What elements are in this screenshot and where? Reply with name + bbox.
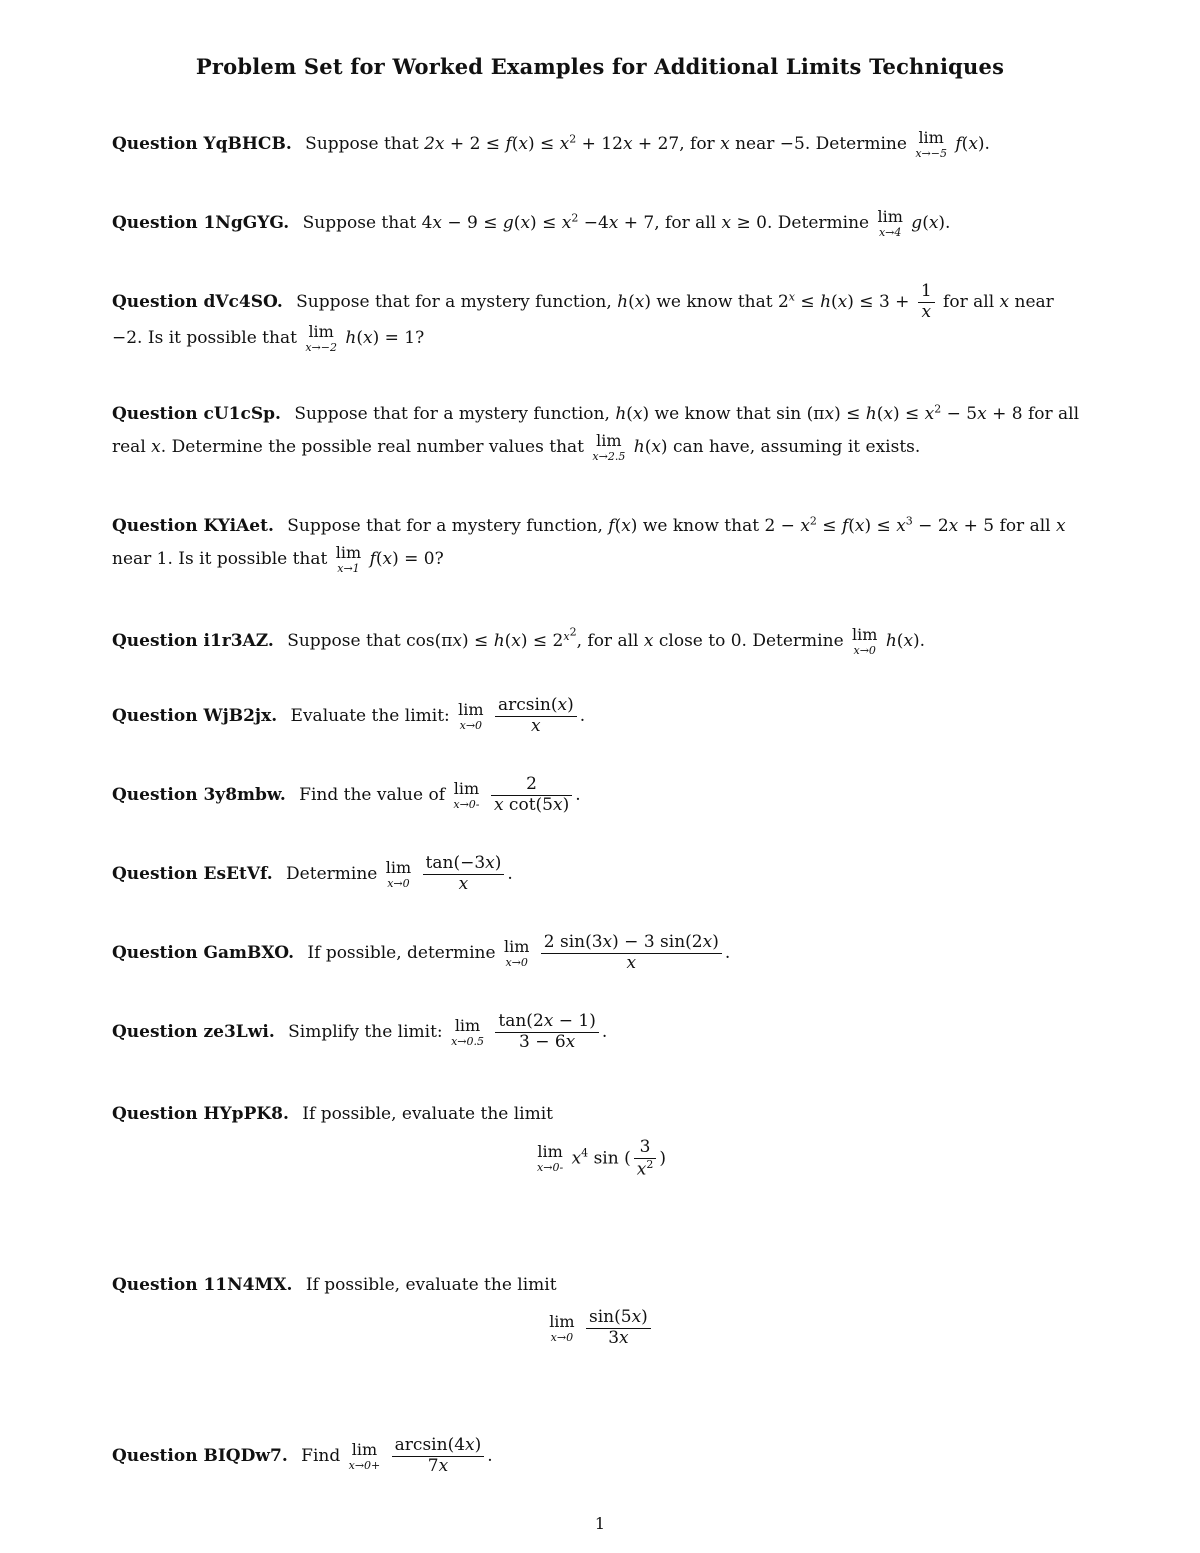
- question-body: Suppose that for a mystery function, f(x) we know that $2 - x^2 \le f(x) \le x^3 - 2x + 5$ for all x near 1. Is it possible that lim x→1 f(x) = 0?: [112, 514, 1066, 576]
- question-id: Question 11N4MX.: [112, 1275, 293, 1295]
- question-body: Suppose that for a mystery function, h(x) we know that $2^x \le h(x) \le 3$ + $\frac{1}{x}$ for all x near −2. Is it possible that lim x→−2 h(x) = 1?: [112, 281, 1054, 355]
- question-id: Question dVc4SO.: [112, 291, 283, 312]
- page-title: Problem Set for Worked Examples for Additional Limits Techniques: [195, 54, 1005, 79]
- question-item: [112, 1436, 1088, 1476]
- question-id: Question YqBHCB.: [112, 134, 292, 154]
- question-body: If possible, evaluate the limit: [305, 1275, 557, 1295]
- question-body: Find the value of lim x→0- $\frac{2}{\text{x cot(5x)}}$ .: [299, 774, 581, 815]
- question-body: Suppose that $\cos(\pi x) \le h(x) \le 2^{x^2}$, for all x close to 0. Determine lim x→0 h(x).: [287, 625, 926, 658]
- question-item: [112, 282, 1088, 355]
- question-id: Question cU1cSp.: [112, 404, 281, 424]
- question-id: Question BIQDw7.: [112, 1445, 288, 1466]
- page-number: 1: [594, 1514, 606, 1533]
- question-item: [112, 622, 1088, 658]
- question-body: If possible, evaluate the limit: [302, 1104, 554, 1124]
- question-item: [112, 854, 1088, 894]
- question-body: Suppose that for a mystery function, h(x) we know that $\sin (\pi x) \le h(x) \le x^2 - 5x + 8$ for all real x. Determine the possible real number values that lim x→2.5 h(x) can have, assuming it exists.: [112, 402, 1080, 464]
- question-item: [112, 398, 1088, 464]
- question-id: Question WjB2jx.: [112, 705, 278, 726]
- question-body: Determine lim x→0 $\frac{\tan(-3x)}{x}$ .: [286, 853, 513, 894]
- question-id: Question ze3Lwi.: [112, 1021, 275, 1042]
- question-item: [112, 696, 1088, 736]
- question-item: [112, 933, 1088, 973]
- question-item: [112, 128, 1088, 160]
- question-id: Question 1NgGYG.: [112, 213, 290, 233]
- question-body: If possible, determine lim x→0 $\frac{2 \sin(3x) - 3 \sin(2x)}{x}$ .: [307, 932, 731, 973]
- question-body: Suppose that $4x - 9 \le g(x) \le x^2 -4x + 7$, for all x ≥ 0. Determine lim x→4 g(x).: [302, 207, 951, 239]
- question-id: Question 3y8mbw.: [112, 784, 286, 805]
- question-id: Question EsEtVf.: [112, 863, 273, 884]
- question-id: Question KYiAet.: [112, 516, 274, 536]
- question-id: Question GamBXO.: [112, 942, 294, 963]
- question-item: [112, 1098, 1088, 1130]
- question-body: Suppose that $2x + 2 \le f(x) \le x^2 + 12x + 27$, for x near −5. Determine lim x→−5 f(x).: [305, 128, 990, 160]
- question-item: [112, 1269, 1088, 1301]
- question-body: Evaluate the limit: lim x→0 $\frac{\arcsin(x)}{x}$ .: [290, 695, 586, 736]
- question-id: Question i1r3AZ.: [112, 631, 274, 652]
- question-body: Find lim x→0+ $\frac{\arcsin(4x)}{7x}$ .: [301, 1435, 493, 1476]
- display-equation: lim x→0 $\frac{\sin(5x)}{3x}$: [0, 1308, 1200, 1348]
- question-body: Simplify the limit: lim x→0.5 $\frac{\tan(2x - 1)}{3 - 6x}$ .: [288, 1011, 608, 1052]
- question-item: [112, 1012, 1088, 1052]
- question-item: [112, 775, 1088, 815]
- question-item: [112, 207, 1088, 239]
- question-id: Question HYpPK8.: [112, 1104, 289, 1124]
- question-item: [112, 510, 1088, 576]
- display-equation: lim x→0- $x^4$ sin ( $\frac{3}{x^2}$ ): [537, 1137, 666, 1180]
